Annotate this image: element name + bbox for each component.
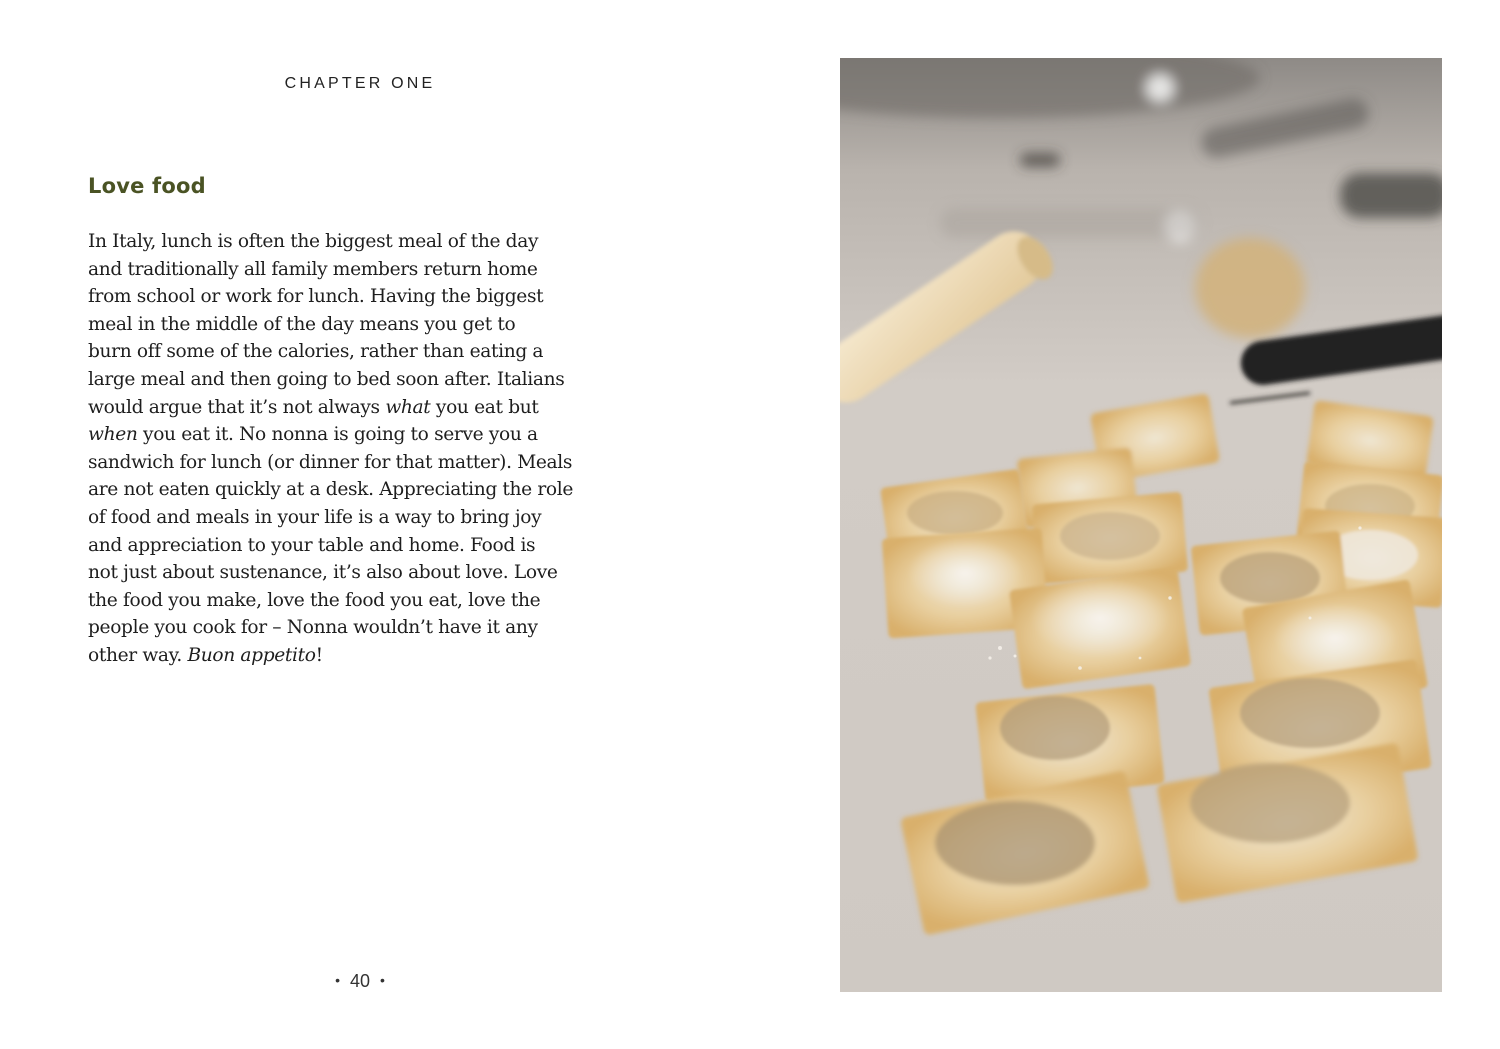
body-line bbox=[88, 366, 648, 394]
ravioli-photo-illustration bbox=[840, 58, 1442, 992]
text-run: other way. bbox=[88, 644, 188, 666]
body-line bbox=[88, 642, 648, 670]
folio-bullet-left: • bbox=[335, 972, 340, 988]
body-line bbox=[88, 504, 648, 532]
text-run: you eat but bbox=[430, 396, 539, 418]
body-line bbox=[88, 283, 648, 311]
section-heading: Love food bbox=[88, 174, 206, 198]
body-line bbox=[88, 559, 648, 587]
text-run: not just about sustenance, it’s also about love. Love bbox=[88, 562, 558, 584]
body-line bbox=[88, 394, 648, 422]
italic-text-run: Buon appetito bbox=[187, 644, 316, 666]
page-number: 40 bbox=[349, 971, 371, 991]
text-run: are not eaten quickly at a desk. Appreciating the role bbox=[88, 479, 574, 501]
text-run: from school or work for lunch. Having the biggest bbox=[88, 286, 544, 308]
body-line bbox=[88, 476, 648, 504]
body-line bbox=[88, 532, 648, 560]
ravioli-photo bbox=[840, 58, 1442, 992]
page-number-footer bbox=[300, 971, 420, 992]
body-line bbox=[88, 338, 648, 366]
text-run: meal in the middle of the day means you get to bbox=[88, 313, 516, 335]
text-run: In Italy, lunch is often the biggest meal of the day bbox=[88, 231, 539, 252]
text-run: and appreciation to your table and home. Food is bbox=[88, 534, 536, 556]
text-run: of food and meals in your life is a way to bring joy bbox=[88, 506, 542, 528]
body-line bbox=[88, 256, 648, 284]
text-run: large meal and then going to bed soon after. Italians bbox=[88, 368, 565, 390]
text-run: and traditionally all family members return home bbox=[88, 258, 538, 280]
body-line bbox=[88, 587, 648, 615]
text-run: you eat it. No nonna is going to serve you a bbox=[137, 424, 538, 446]
body-line bbox=[88, 449, 648, 477]
body-line bbox=[88, 421, 648, 449]
chapter-header: CHAPTER ONE bbox=[284, 75, 436, 92]
text-run: the food you make, love the food you eat, love the bbox=[88, 589, 541, 611]
italic-text-run: what bbox=[385, 396, 431, 418]
text-run: would argue that it’s not always bbox=[88, 396, 386, 418]
text-run: people you cook for – Nonna wouldn’t have it any bbox=[88, 617, 538, 639]
body-line bbox=[88, 614, 648, 642]
body-line bbox=[88, 228, 648, 256]
body-paragraph bbox=[88, 228, 648, 670]
body-line bbox=[88, 311, 648, 339]
text-run: burn off some of the calories, rather than eating a bbox=[88, 341, 544, 363]
text-run: sandwich for lunch (or dinner for that matter). Meals bbox=[88, 451, 573, 473]
text-run: ! bbox=[315, 644, 323, 666]
folio-bullet-right: • bbox=[380, 972, 385, 988]
italic-text-run: when bbox=[88, 424, 138, 446]
